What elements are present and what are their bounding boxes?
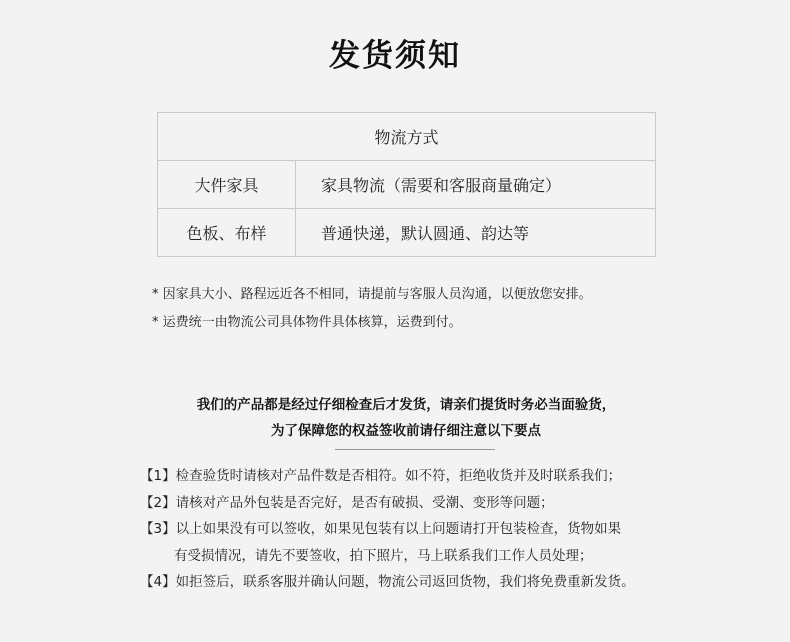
page-title: 发货须知 bbox=[329, 38, 461, 74]
point-item: 【2】请核对产品外包装是否完好，是否有破损、受潮、变形等问题； bbox=[140, 494, 554, 511]
table-header-row bbox=[158, 113, 656, 161]
point-item: 【4】如拒签后，联系客服并确认问题，物流公司返回货物，我们将免费重新发货。 bbox=[140, 574, 635, 590]
point-item: 【1】检查验货时请核对产品件数是否相符。如不符，拒绝收货并及时联系我们； bbox=[140, 468, 622, 484]
note-item: * 因家具大小、路程远近各不相同，请提前与客服人员沟通，以便放您安排。 bbox=[152, 287, 592, 302]
shipping-notes bbox=[152, 285, 592, 341]
shipping-method-table bbox=[157, 112, 656, 257]
row-method: 普通快递，默认圆通、韵达等 bbox=[296, 209, 656, 257]
inspection-notice bbox=[0, 396, 790, 448]
table-header: 物流方式 bbox=[158, 113, 656, 161]
row-category: 色板、布样 bbox=[158, 209, 296, 257]
note-item: * 运费统一由物流公司具体物件具体核算，运费到付。 bbox=[152, 315, 462, 330]
table-row bbox=[158, 161, 656, 209]
notice-line: 为了保障您的权益签收前请仔细注意以下要点 bbox=[271, 423, 541, 439]
inspection-points bbox=[140, 467, 635, 600]
row-method: 家具物流（需要和客服商量确定） bbox=[296, 161, 656, 209]
point-item-continuation: 有受损情况，请先不要签收，拍下照片，马上联系我们工作人员处理； bbox=[174, 547, 593, 564]
point-item: 【3】以上如果没有可以签收，如果见包装有以上问题请打开包装检查，货物如果 bbox=[140, 521, 622, 537]
row-category: 大件家具 bbox=[158, 161, 296, 209]
notice-line: 我们的产品都是经过仔细检查后才发货，请亲们提货时务必当面验货， bbox=[196, 397, 616, 413]
table-row bbox=[158, 209, 656, 257]
divider bbox=[335, 449, 495, 450]
